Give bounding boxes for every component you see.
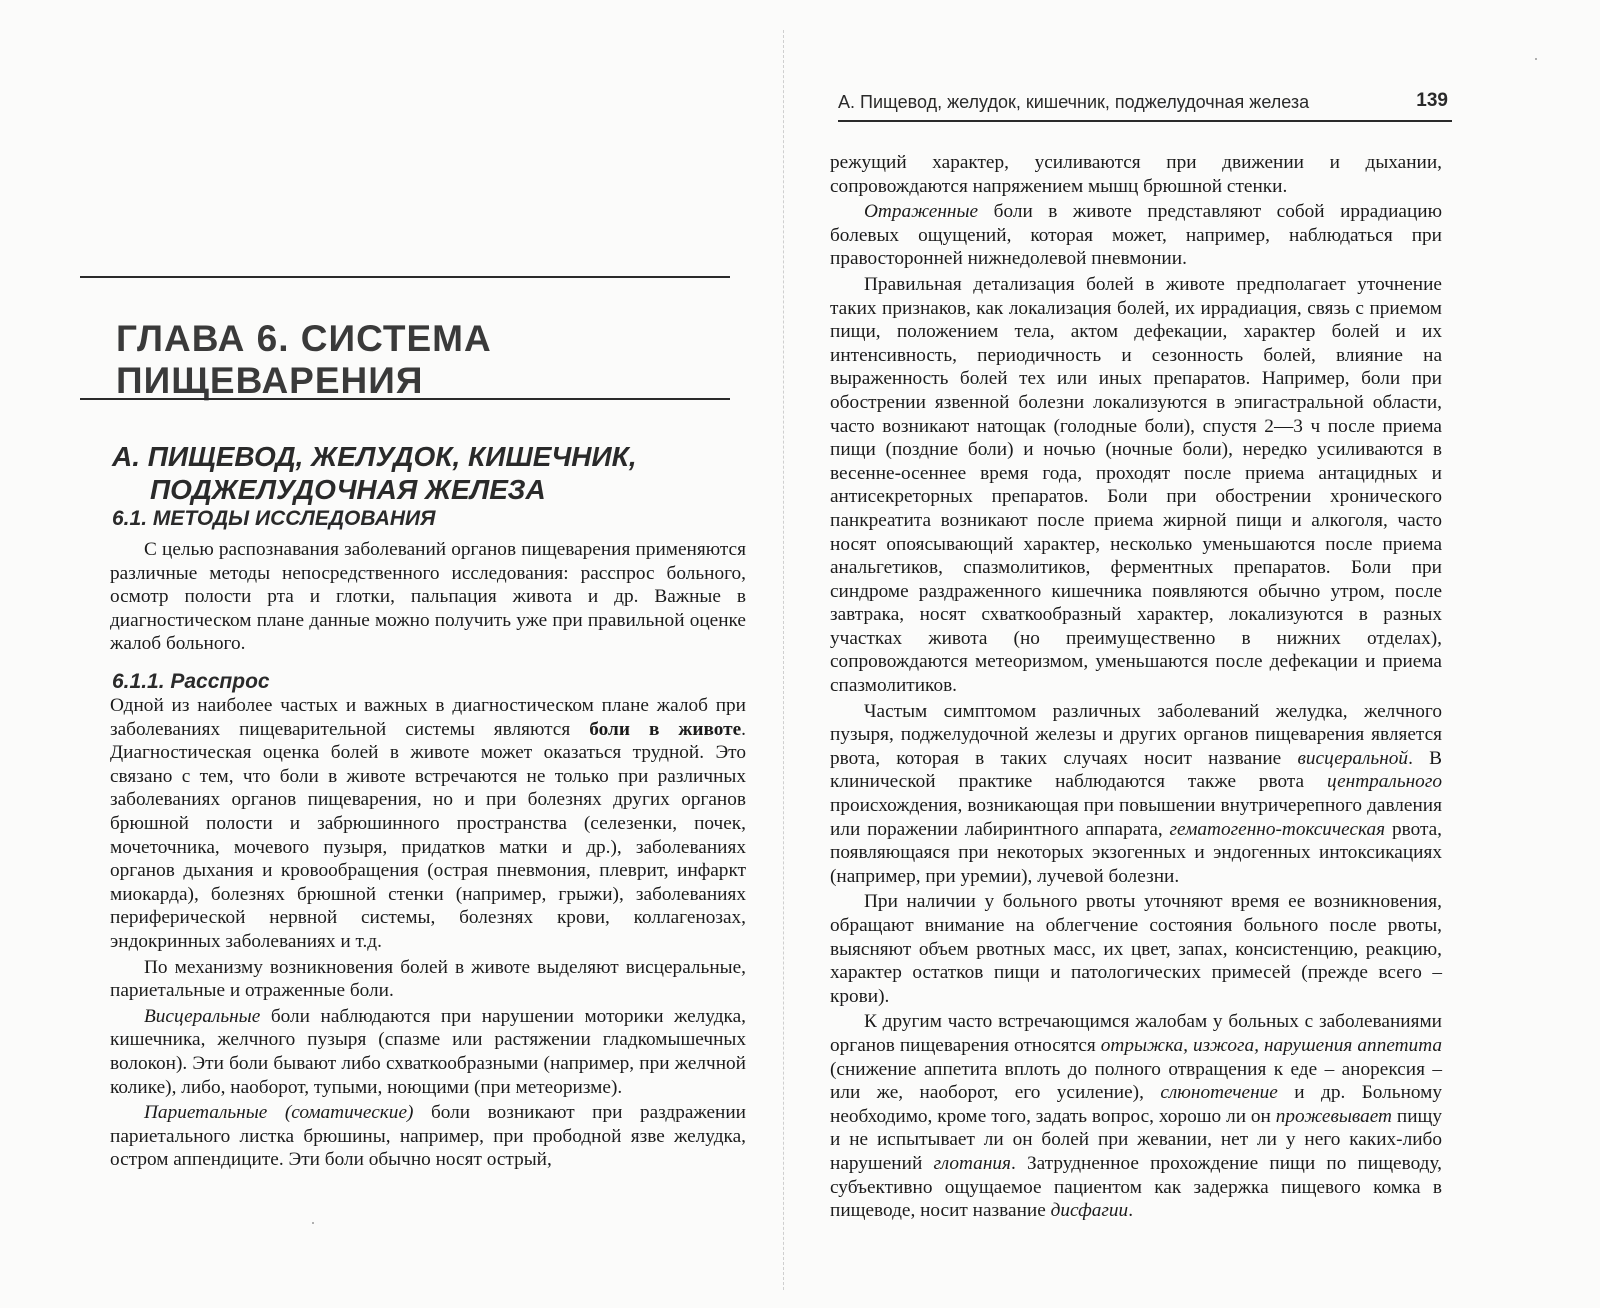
paragraph-referred-pain [830, 200, 1442, 271]
italic-term: отрыжка, изжога, нарушения аппетита [1100, 1034, 1442, 1056]
running-header-title: А. Пищевод, желудок, кишечник, поджелудочная железа [838, 92, 1310, 112]
italic-term: Висцеральные [144, 1005, 261, 1027]
paragraph-continued: режущий характер, усиливаются при движении и дыхании, сопровождаются напряжением мышц брюшной стенки. [830, 152, 1442, 197]
print-speck [1535, 58, 1537, 60]
italic-term: висцеральной [1297, 747, 1409, 769]
right-page [830, 0, 1488, 1308]
paragraph-vomiting-details: При наличии у больного рвоты уточняют время ее возникновения, обращают внимание на облегчение состояния больного после рвоты, выясняют объем рвотных масс, их цвет, запах, консистенцию, реакцию, характер остатков пищи и патологических примесей (прежде всего – крови). [830, 891, 1442, 1007]
page-number: 139 [1416, 90, 1448, 111]
text-run: . В клинической практике наблюдаются также рвота [830, 747, 1442, 793]
left-body-text [110, 694, 746, 1172]
chapter-bottom-rule [80, 398, 730, 400]
text-run: . Диагностическая оценка болей в животе может оказаться трудной. Это связано с тем, что боли в животе встречаются не только при различных заболеваниях органов пищеварения, но и при болезнях других органов брюшной полости и забрюшинного пространства (селезенки, почек, мочеточника, мочевого пузыря, придатков матки и др.), заболеваниях органов дыхания и кровообращения (острая пневмония, плеврит, инфаркт миокарда), болезнях брюшной стенки (например, грыжи), заболеваниях периферической нервной системы, болезнях крови, коллагенозах, эндокринных заболеваниях и т.д. [110, 718, 746, 952]
intro-paragraph: С целью распознавания заболеваний органов пищеварения применяются различные методы непосредственного исследования: расспрос больного, осмотр полости рта и глотки, пальпация живота и др. Важные в диагностическом плане данные можно получить уже при правильной оценке жалоб больного. [110, 539, 746, 655]
book-gutter [783, 30, 785, 1290]
subsection-heading-6-1-1: 6.1.1. Расспрос [112, 670, 270, 693]
text-run: боли наблюдаются при нарушении моторики желудка, кишечника, желчного пузыря (спазме или растяжении гладкомышечных волокон). Эти боли бывают либо схваткообразными (например, при желчной колике), либо, наоборот, тупыми, ноющими (при метеоризме). [110, 1005, 746, 1098]
section-heading-a [112, 440, 712, 506]
text-run: рвота, появляющаяся при некоторых экзогенных и эндогенных интоксикациях (например, при уремии), лучевой болезни. [830, 818, 1443, 887]
text-run: (снижение аппетита вплоть до полного отвращения к еде – анорексия – или же, наоборот, его усиление), [830, 1058, 1442, 1104]
paragraph-vomiting [830, 700, 1442, 889]
intro-text-block [110, 538, 746, 656]
right-body-text [830, 151, 1442, 1223]
text-run: Частым симптомом различных заболеваний желудка, желчного пузыря, поджелудочной железы и других органов пищеварения является рвота, которая в таких случаях носит название [830, 700, 1442, 769]
text-run: боли в животе представляют собой иррадиацию болевых ощущений, которая может, например, наблюдаться при правосторонней нижнедолевой пневмонии. [830, 201, 1442, 270]
italic-term: слюнотечение [1160, 1082, 1278, 1104]
text-run: К другим часто встречающимся жалобам у больных с заболеваниями органов пищеварения относятся [830, 1011, 1442, 1056]
text-run: . Затрудненное прохождение пищи по пищеводу, субъективно ощущаемое пациентом как задержка пищевого комка в пищеводе, носит название [830, 1152, 1442, 1222]
chapter-title: ГЛАВА 6. СИСТЕМА ПИЩЕВАРЕНИЯ [116, 318, 492, 401]
paragraph-other-complaints [830, 1010, 1442, 1222]
section-heading-6-1: 6.1. МЕТОДЫ ИССЛЕДОВАНИЯ [112, 507, 436, 530]
paragraph-pain-types: По механизму возникновения болей в животе выделяют висцеральные, париетальные и отраженные боли. [110, 956, 746, 1002]
text-run: и др. Больному необходимо, кроме того, задать вопрос, хорошо ли он [830, 1082, 1443, 1127]
section-heading-a-line1: А. ПИЩЕВОД, ЖЕЛУДОК, КИШЕЧНИК, [112, 441, 637, 472]
bold-term: боли в животе [589, 718, 742, 740]
text-run: . [1128, 1200, 1134, 1222]
paragraph-pain-detail: Правильная детализация болей в животе предполагает уточнение таких признаков, как локализация болей, их иррадиация, связь с приемом пищи, положением тела, актом дефекации, характер болей и их интенсивность, периодичность и сезонность болей, влияние на выраженность болей тех или иных препаратов. Например, боли при обострении язвенной болезни локализуются в эпигастральной области, часто возникают натощак (голодные боли), спустя 2—3 ч после приема пищи (поздние боли) и ночью (ночные боли), нередко усиливаются в весенне-осеннее время года, проходят после приема антацидных и антисекреторных препаратов. Боли при обострении хронического панкреатита возникают после приема жирной пищи и алкоголя, часто носят опоясывающий характер, несколько уменьшаются после приема анальгетиков, спазмолитиков, ферментных препаратов. Боли при синдроме раздраженного кишечника появляются обычно утром, после завтрака, носят схваткообразный характер, локализуются в разных участках живота (но преимущественно в нижних отделах), сопровождаются метеоризмом, уменьшаются после дефекации и приема спазмолитиков. [830, 273, 1442, 697]
italic-term: глотания [933, 1152, 1011, 1174]
italic-term: гематогенно-токсическая [1169, 818, 1386, 840]
text-run: пищу и не испытывает ли он болей при жевании, нет ли у него каких-либо нарушений [830, 1105, 1442, 1174]
left-page [72, 0, 747, 1308]
running-header [838, 92, 1452, 122]
italic-term: Париетальные (соматические) [144, 1102, 414, 1124]
text-run: боли возникают при раздражении париетального листка брюшины, например, при прободной язве желудка, остром аппендиците. Эти боли обычно носят острый, [110, 1102, 747, 1171]
paragraph-visceral-pain [110, 1005, 746, 1099]
text-run: Одной из наиболее частых и важных в диагностическом плане жалоб при заболеваниях пищеварительной системы являются [110, 695, 746, 740]
italic-term: прожевывает [1275, 1105, 1392, 1127]
text-run: происхождения, возникающая при повышении внутричерепного давления или поражении лабиринтного аппарата, [830, 795, 1442, 840]
italic-term: центрального [1326, 771, 1442, 793]
italic-term: дисфагии [1050, 1200, 1129, 1222]
print-speck [312, 1222, 314, 1224]
section-heading-a-line2: ПОДЖЕЛУДОЧНАЯ ЖЕЛЕЗА [150, 474, 546, 505]
paragraph-parietal-pain [110, 1101, 746, 1172]
paragraph-abdominal-pain [110, 694, 746, 954]
chapter-top-rule [80, 276, 730, 278]
italic-term: Отраженные [864, 201, 979, 223]
